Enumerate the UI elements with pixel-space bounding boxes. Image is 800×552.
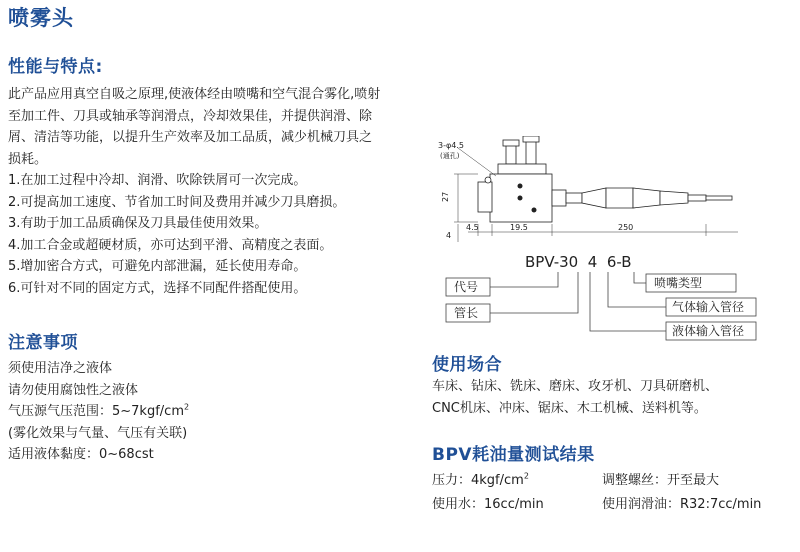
flex-segment-1 [582, 188, 606, 208]
feature-item: 6.可针对不同的固定方式，选择不同配件搭配使用。 [8, 280, 307, 296]
usage-line: CNC机床、冲床、锯床、木工机械、送料机等。 [432, 401, 707, 416]
feature-item: 5.增加密合方式，可避免内部泄漏，延长使用寿命。 [8, 259, 307, 274]
test-water: 使用水：16cc/min [432, 497, 544, 512]
flex-segment-3 [633, 188, 660, 208]
flex-segment-4 [660, 191, 688, 205]
page-title: 喷雾头 [8, 6, 74, 30]
notes-heading: 注意事项 [8, 333, 78, 353]
nozzle-needle [706, 196, 732, 200]
label-nozzle: 喷嘴类型 [654, 276, 703, 290]
body-hole-2 [518, 196, 523, 201]
hole-sub-label: (通孔) [440, 152, 460, 160]
feature-item: 1.在加工过程中冷却、润滑、吹除铁屑可一次完成。 [8, 173, 307, 188]
intro-line: 至加工件、刀具或轴承等润滑点，冷却效果佳，并提供润滑、除 [8, 108, 373, 124]
notes-body [8, 358, 189, 466]
nozzle-leader [634, 272, 646, 283]
usage-heading: 使用场合 [432, 355, 502, 375]
intro-line: 损耗。 [8, 151, 48, 167]
feature-item: 3.有助于加工品质确保及刀具最佳使用效果。 [8, 216, 268, 231]
label-air: 气体输入管径 [672, 300, 745, 314]
connector [552, 190, 566, 206]
label-liquid: 液体输入管径 [672, 324, 745, 338]
leader-line [458, 148, 496, 176]
hole-label: 3-φ4.5 [438, 141, 464, 150]
model-code: BPV-30 4 6-B [525, 253, 632, 271]
feature-item: 4.加工合金或超硬材质，亦可达到平滑、高精度之表面。 [8, 237, 333, 253]
code-leader [490, 272, 558, 287]
features-heading: 性能与特点: [8, 57, 103, 77]
intro-line: 此产品应用真空自吸之原理,使液体经由喷嘴和空气混合雾化,喷射 [8, 87, 381, 102]
intro-line: 屑、清洁等功能，以提升生产效率及加工品质，减少机械刀具之 [8, 130, 373, 145]
side-block [478, 182, 492, 212]
test-oil: 使用润滑油：R32:7cc/min [602, 497, 762, 512]
tube-leader [490, 272, 578, 313]
fitting-left-cap [503, 140, 519, 146]
usage-line: 车床、钻床、铣床、磨床、攻牙机、刀具研磨机、 [432, 379, 719, 394]
fitting-base [498, 164, 546, 174]
usage-body [432, 376, 718, 420]
note-line: 须使用洁净之液体 [8, 361, 113, 376]
nozzle-drawing [438, 136, 738, 244]
note-line: 适用液体黏度：0~68cst [8, 447, 154, 462]
dim-small: 4 [446, 231, 452, 240]
test-screw: 调整螺丝：开至最大 [602, 473, 720, 488]
note-pressure: 气压源气压范围：$5\sim 7kgf/cm^2$ [8, 402, 190, 419]
fitting-right-cap [523, 136, 539, 142]
nozzle-tip [688, 195, 706, 201]
features-intro [8, 84, 380, 299]
connector-nut [566, 193, 582, 203]
note-line: 请勿使用腐蚀性之液体 [8, 382, 139, 398]
dim-a: 4.5 [466, 223, 479, 232]
note-line: (雾化效果与气量、气压有关联) [8, 425, 188, 441]
test-heading: BPV耗油量测试结果 [432, 445, 595, 465]
fitting-left [506, 144, 516, 164]
body-hole-1 [518, 184, 523, 189]
model-code-diagram [440, 250, 760, 342]
dim-height: 27 [441, 191, 450, 202]
label-tube: 管长 [454, 306, 479, 320]
test-pressure: 压力：$4kgf/cm^2$ [432, 471, 529, 488]
body-hole-3 [532, 208, 537, 213]
dim-length: 250 [618, 223, 634, 232]
flex-segment-2 [606, 188, 633, 208]
dim-b: 19.5 [510, 223, 528, 232]
hole-mark [485, 177, 491, 183]
feature-item: 2.可提高加工速度、节省加工时间及费用并减少刀具磨损。 [8, 194, 346, 210]
label-code: 代号 [454, 280, 479, 294]
